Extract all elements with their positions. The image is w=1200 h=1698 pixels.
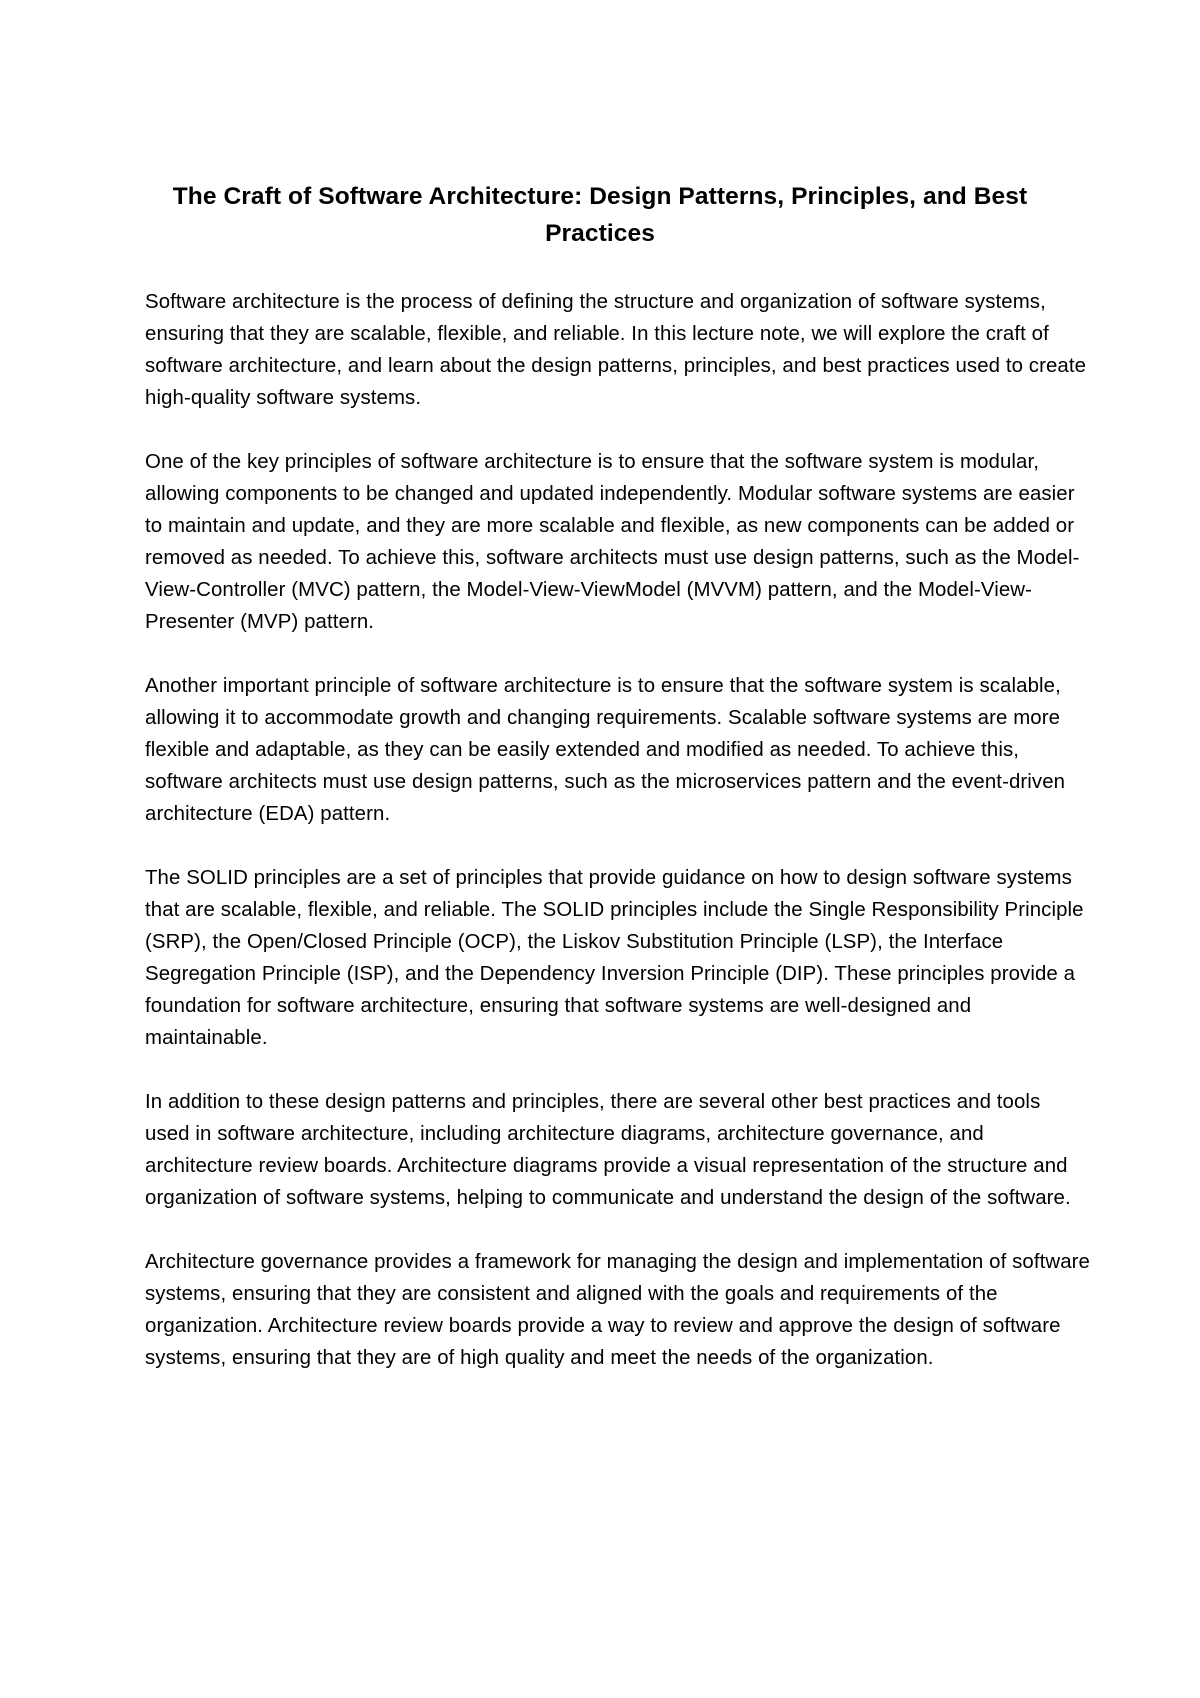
paragraph-scalability: Another important principle of software architecture is to ensure that the software system is scalable, allowing it to accommodate growth and changing requirements. Scalable software systems are more flexible and adaptable, as they can be easily extended and modified as needed. To achieve this, software architects must use design patterns, such as the microservices pattern and the event-driven architecture (EDA) pattern. xyxy=(145,675,1066,825)
paragraph-modularity: One of the key principles of software architecture is to ensure that the software system is modular, allowing components to be changed and updated independently. Modular software systems are easier to maintain and update, and they are more scalable and flexible, as new components can be added or removed as needed. To achieve this, software architects must use design patterns, such as the Model-View-Controller (MVC) pattern, the Model-View-ViewModel (MVVM) pattern, and the Model-View-Presenter (MVP) pattern. xyxy=(145,451,1080,633)
paragraph-governance: Architecture governance provides a framework for managing the design and implementation of software systems, ensuring that they are consistent and aligned with the goals and requirements of the organization. Architecture review boards provide a way to review and approve the design of software systems, ensuring that they are of high quality and meet the needs of the organization. xyxy=(145,1251,1090,1369)
paragraph-intro: Software architecture is the process of defining the structure and organization of software systems, ensuring that they are scalable, flexible, and reliable. In this lecture note, we will explore the craft of software architecture, and learn about the design patterns, principles, and best practices used to create high-quality software systems. xyxy=(145,291,1087,409)
document-title: The Craft of Software Architecture: Design Patterns, Principles, and Best Practices xyxy=(172,183,1028,247)
document-body xyxy=(145,286,1090,1406)
paragraph-best-practices: In addition to these design patterns and principles, there are several other best practices and tools used in software architecture, including architecture diagrams, architecture governance, and architecture review boards. Architecture diagrams provide a visual representation of the structure and organization of software systems, helping to communicate and understand the design of the software. xyxy=(145,1091,1071,1209)
paragraph-solid: The SOLID principles are a set of principles that provide guidance on how to design software systems that are scalable, flexible, and reliable. The SOLID principles include the Single Responsibility Principle (SRP), the Open/Closed Principle (OCP), the Liskov Substitution Principle (LSP), the Interface Segregation Principle (ISP), and the Dependency Inversion Principle (DIP). These principles provide a foundation for software architecture, ensuring that software systems are well-designed and maintainable. xyxy=(145,867,1084,1049)
